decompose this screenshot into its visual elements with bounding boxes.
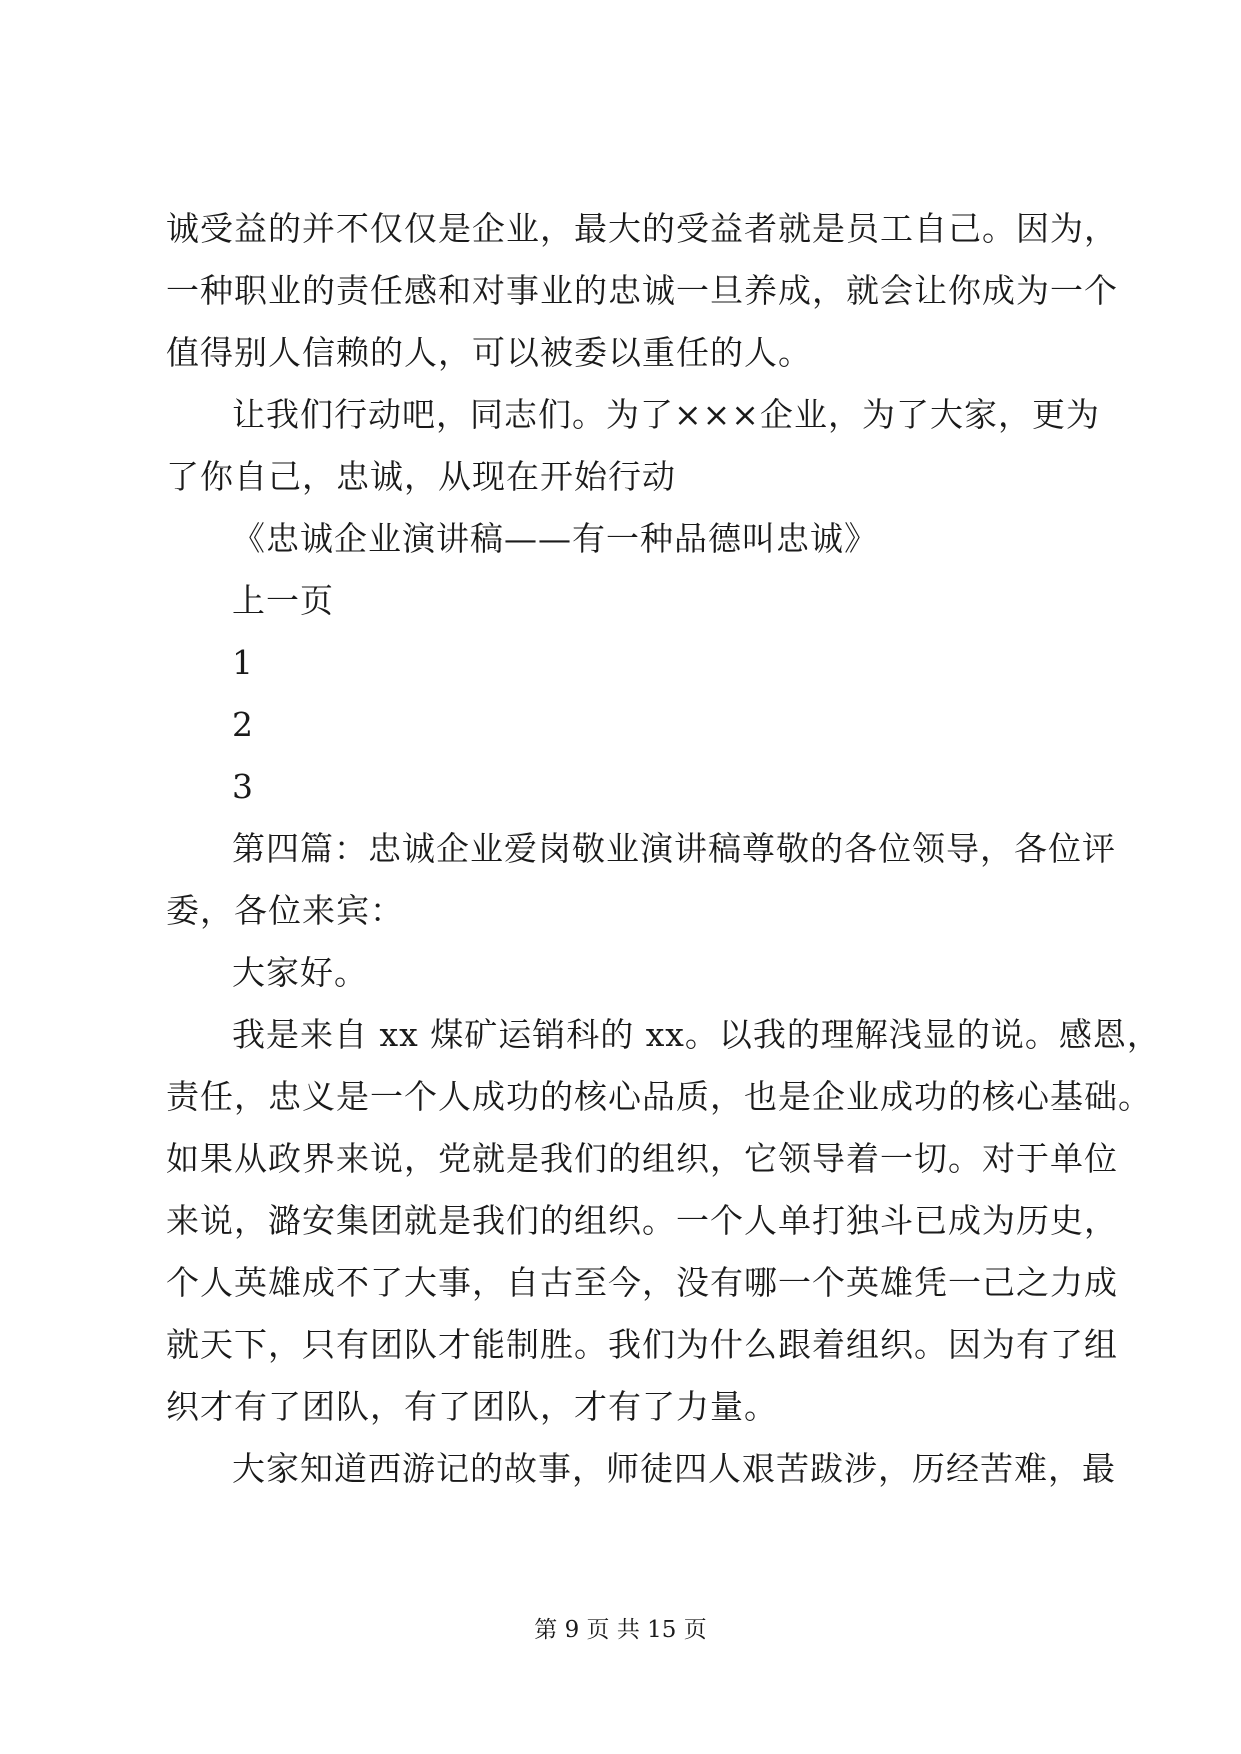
text-line: 如果从政界来说，党就是我们的组织，它领导着一切。对于单位 bbox=[166, 1139, 1118, 1178]
text-line: 来说，潞安集团就是我们的组织。一个人单打独斗已成为历史， bbox=[166, 1201, 1118, 1240]
text-line: 大家知道西游记的故事，师徒四人艰苦跋涉，历经苦难，最 bbox=[232, 1449, 1116, 1488]
page-link-1[interactable]: 1 bbox=[232, 643, 254, 682]
document-body bbox=[166, 198, 1161, 1500]
text-line: 就天下，只有团队才能制胜。我们为什么跟着组织。因为有了组 bbox=[166, 1325, 1118, 1364]
text-line: 责任，忠义是一个人成功的核心品质，也是企业成功的核心基础。 bbox=[166, 1077, 1152, 1116]
page-number-footer: 第 9 页 共 15 页 bbox=[534, 1617, 707, 1643]
text-line: 织才有了团队，有了团队，才有了力量。 bbox=[166, 1387, 778, 1426]
text-line: 我是来自 xx 煤矿运销科的 xx。以我的理解浅显的说。感恩， bbox=[232, 1015, 1161, 1054]
text-line: 个人英雄成不了大事，自古至今，没有哪一个英雄凭一己之力成 bbox=[166, 1263, 1118, 1302]
text-line: 一种职业的责任感和对事业的忠诚一旦养成，就会让你成为一个 bbox=[166, 271, 1118, 310]
article-title-link[interactable]: 《忠诚企业演讲稿——有一种品德叫忠诚》 bbox=[232, 519, 878, 558]
text-line: 大家好。 bbox=[232, 953, 368, 992]
text-line: 诚受益的并不仅仅是企业，最大的受益者就是员工自己。因为， bbox=[166, 209, 1118, 248]
section-heading: 第四篇：忠诚企业爱岗敬业演讲稿尊敬的各位领导，各位评 bbox=[232, 829, 1116, 868]
prev-page-link[interactable]: 上一页 bbox=[232, 581, 334, 620]
text-line: 值得别人信赖的人，可以被委以重任的人。 bbox=[166, 333, 812, 372]
text-line: 了你自己，忠诚，从现在开始行动 bbox=[166, 457, 676, 496]
text-line: 让我们行动吧，同志们。为了×××企业，为了大家，更为 bbox=[232, 395, 1100, 434]
page-link-3[interactable]: 3 bbox=[232, 767, 254, 806]
text-line: 委，各位来宾： bbox=[166, 891, 404, 930]
page-link-2[interactable]: 2 bbox=[232, 705, 254, 744]
